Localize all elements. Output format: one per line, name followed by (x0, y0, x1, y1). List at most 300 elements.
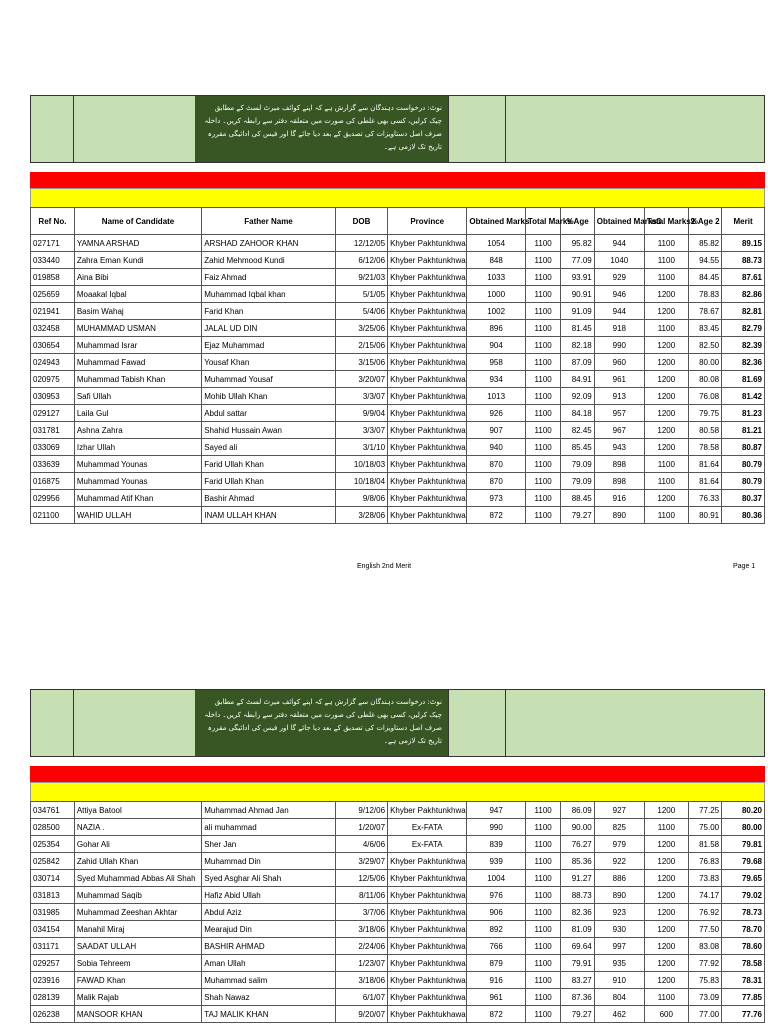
obtained-cell: 976 (467, 887, 525, 904)
table-row (31, 252, 765, 269)
col-merit: Merit (722, 208, 765, 235)
table-row (31, 989, 765, 1006)
ref-cell: 034154 (31, 921, 75, 938)
age-cell: 91.09 (561, 303, 594, 320)
province-cell: Khyber Pakhtunkhwa (388, 989, 467, 1006)
merit-cell: 79.65 (722, 870, 765, 887)
table-row (31, 870, 765, 887)
total-cell: 1100 (525, 955, 560, 972)
notice-header-2 (30, 689, 765, 757)
ref-cell: 024943 (31, 354, 75, 371)
total-cell: 1100 (525, 439, 560, 456)
age2-cell: 81.64 (688, 456, 721, 473)
age2-cell: 75.83 (688, 972, 721, 989)
father-cell: Sayed ali (202, 439, 336, 456)
age2-cell: 81.58 (688, 836, 721, 853)
province-cell: Khyber Pakhtunkhwa (388, 439, 467, 456)
father-cell: Aman Ullah (202, 955, 336, 972)
name-cell: Attiya Batool (74, 802, 201, 819)
dob-cell: 6/1/07 (335, 989, 387, 1006)
merit-cell: 80.37 (722, 490, 765, 507)
father-cell: Shahid Hussain Awan (202, 422, 336, 439)
merit-cell: 77.76 (722, 1006, 765, 1023)
red-band (30, 766, 765, 782)
province-cell: Khyber Pakhtunkhwa (388, 473, 467, 490)
dob-cell: 5/1/05 (335, 286, 387, 303)
total2-cell: 1200 (644, 371, 688, 388)
father-cell: Bashir Ahmad (202, 490, 336, 507)
obtained-cell: 961 (467, 989, 525, 1006)
total-cell: 1100 (525, 303, 560, 320)
obtained-cell: 904 (467, 337, 525, 354)
ref-cell: 032458 (31, 320, 75, 337)
total-cell: 1100 (525, 1006, 560, 1023)
age2-cell: 79.75 (688, 405, 721, 422)
province-cell: Khyber Pakhtunkhwa (388, 972, 467, 989)
obtained3-cell: 946 (594, 286, 644, 303)
merit-cell: 81.69 (722, 371, 765, 388)
father-cell: Abdul sattar (202, 405, 336, 422)
dob-cell: 12/5/06 (335, 870, 387, 887)
total-cell: 1100 (525, 320, 560, 337)
total-cell: 1100 (525, 269, 560, 286)
table-row (31, 904, 765, 921)
dob-cell: 12/12/05 (335, 235, 387, 252)
merit-cell: 79.81 (722, 836, 765, 853)
col-father: Father Name (202, 208, 336, 235)
table-row (31, 836, 765, 853)
obtained3-cell: 979 (594, 836, 644, 853)
obtained3-cell: 990 (594, 337, 644, 354)
father-cell: Farid Ullah Khan (202, 456, 336, 473)
table-row (31, 337, 765, 354)
total-cell: 1100 (525, 938, 560, 955)
name-cell: Syed Muhammad Abbas Ali Shah (74, 870, 201, 887)
header-cell (73, 690, 196, 756)
table-row (31, 456, 765, 473)
merit-cell: 81.42 (722, 388, 765, 405)
age-cell: 90.00 (561, 819, 594, 836)
obtained3-cell: 961 (594, 371, 644, 388)
obtained-cell: 990 (467, 819, 525, 836)
name-cell: Manahil Miraj (74, 921, 201, 938)
dob-cell: 3/18/06 (335, 921, 387, 938)
table-row (31, 887, 765, 904)
obtained-cell: 1033 (467, 269, 525, 286)
dob-cell: 9/20/07 (335, 1006, 387, 1023)
age-cell: 92.09 (561, 388, 594, 405)
dob-cell: 9/21/03 (335, 269, 387, 286)
age-cell: 82.36 (561, 904, 594, 921)
obtained3-cell: 927 (594, 802, 644, 819)
dob-cell: 5/4/06 (335, 303, 387, 320)
father-cell: Sher Jan (202, 836, 336, 853)
name-cell: FAWAD Khan (74, 972, 201, 989)
table-row (31, 1006, 765, 1023)
merit-table-page-1 (30, 207, 765, 524)
table-row (31, 303, 765, 320)
age-cell: 84.91 (561, 371, 594, 388)
age2-cell: 76.92 (688, 904, 721, 921)
urdu-notice: نوٹ: درخواست دہندگان سے گزارش ہے کہ اپنے کوائف میرٹ لسٹ کے مطابق چیک کرلیں، کسی بھی غلطی کی صورت میں متعلقہ دفتر سے رابطہ کریں۔ داخلہ صرف اصل دستاویزات کی تصدیق کے بعد دیا جائے گا اور فیس کی ادائیگی مقررہ تاریخ تک لازمی ہے۔ (195, 690, 449, 756)
age-cell: 76.27 (561, 836, 594, 853)
merit-cell: 78.31 (722, 972, 765, 989)
merit-cell: 80.00 (722, 819, 765, 836)
total-cell: 1100 (525, 836, 560, 853)
table-row (31, 388, 765, 405)
age-cell: 85.36 (561, 853, 594, 870)
dob-cell: 4/6/06 (335, 836, 387, 853)
table-row (31, 286, 765, 303)
age2-cell: 77.92 (688, 955, 721, 972)
total2-cell: 1200 (644, 490, 688, 507)
father-cell: Yousaf Khan (202, 354, 336, 371)
name-cell: Gohar Ali (74, 836, 201, 853)
name-cell: Basim Wahaj (74, 303, 201, 320)
name-cell: Muhammad Tabish Khan (74, 371, 201, 388)
total-cell: 1100 (525, 337, 560, 354)
obtained3-cell: 922 (594, 853, 644, 870)
age2-cell: 73.83 (688, 870, 721, 887)
table-row (31, 921, 765, 938)
obtained-cell: 872 (467, 507, 525, 524)
table-body-page-2 (31, 802, 765, 1023)
total-cell: 1100 (525, 235, 560, 252)
total2-cell: 1200 (644, 388, 688, 405)
dob-cell: 2/15/06 (335, 337, 387, 354)
age2-cell: 77.25 (688, 802, 721, 819)
total2-cell: 1100 (644, 456, 688, 473)
ref-cell: 029127 (31, 405, 75, 422)
age-cell: 79.27 (561, 1006, 594, 1023)
father-cell: Abdul Aziz (202, 904, 336, 921)
ref-cell: 030654 (31, 337, 75, 354)
name-cell: Muhammad Younas (74, 456, 201, 473)
father-cell: Shah Nawaz (202, 989, 336, 1006)
province-cell: Khyber Pakhtunkhwa (388, 405, 467, 422)
table-row (31, 473, 765, 490)
father-cell: ARSHAD ZAHOOR KHAN (202, 235, 336, 252)
total2-cell: 600 (644, 1006, 688, 1023)
dob-cell: 3/1/10 (335, 439, 387, 456)
name-cell: MANSOOR KHAN (74, 1006, 201, 1023)
father-cell: Zahid Mehmood Kundi (202, 252, 336, 269)
province-cell: Khyber Pakhtunkhwa (388, 303, 467, 320)
dob-cell: 2/24/06 (335, 938, 387, 955)
age-cell: 77.09 (561, 252, 594, 269)
table-row (31, 819, 765, 836)
table-row (31, 439, 765, 456)
total2-cell: 1100 (644, 235, 688, 252)
merit-cell: 81.21 (722, 422, 765, 439)
name-cell: Muhammad Israr (74, 337, 201, 354)
name-cell: Muhammad Atif Khan (74, 490, 201, 507)
ref-cell: 031813 (31, 887, 75, 904)
name-cell: NAZIA . (74, 819, 201, 836)
obtained3-cell: 898 (594, 456, 644, 473)
name-cell: SAADAT ULLAH (74, 938, 201, 955)
col-name: Name of Candidate (74, 208, 201, 235)
merit-cell: 88.73 (722, 252, 765, 269)
age2-cell: 85.82 (688, 235, 721, 252)
age2-cell: 82.50 (688, 337, 721, 354)
father-cell: BASHIR AHMAD (202, 938, 336, 955)
age-cell: 86.09 (561, 802, 594, 819)
col-province: Province (388, 208, 467, 235)
merit-table-page-2 (30, 801, 765, 1023)
merit-cell: 80.79 (722, 456, 765, 473)
header-cell (31, 690, 74, 756)
dob-cell: 3/15/06 (335, 354, 387, 371)
province-cell: Ex-FATA (388, 819, 467, 836)
col-age: %Age (561, 208, 594, 235)
dob-cell: 3/29/07 (335, 853, 387, 870)
obtained-cell: 939 (467, 853, 525, 870)
name-cell: Moaakal Iqbal (74, 286, 201, 303)
table-row (31, 422, 765, 439)
ref-cell: 033440 (31, 252, 75, 269)
total-cell: 1100 (525, 252, 560, 269)
age-cell: 69.64 (561, 938, 594, 955)
age-cell: 79.09 (561, 456, 594, 473)
merit-cell: 80.36 (722, 507, 765, 524)
father-cell: Faiz Ahmad (202, 269, 336, 286)
merit-cell: 80.87 (722, 439, 765, 456)
obtained-cell: 907 (467, 422, 525, 439)
obtained-cell: 934 (467, 371, 525, 388)
table-row (31, 405, 765, 422)
dob-cell: 3/3/07 (335, 422, 387, 439)
obtained-cell: 870 (467, 456, 525, 473)
father-cell: Muhammad Ahmad Jan (202, 802, 336, 819)
age2-cell: 77.50 (688, 921, 721, 938)
total-cell: 1100 (525, 989, 560, 1006)
total-cell: 1100 (525, 354, 560, 371)
age-cell: 79.91 (561, 955, 594, 972)
province-cell: Ex-FATA (388, 836, 467, 853)
name-cell: Muhammad Fawad (74, 354, 201, 371)
name-cell: Aina Bibi (74, 269, 201, 286)
age-cell: 84.18 (561, 405, 594, 422)
merit-cell: 82.79 (722, 320, 765, 337)
age2-cell: 78.58 (688, 439, 721, 456)
total2-cell: 1200 (644, 836, 688, 853)
obtained3-cell: 960 (594, 354, 644, 371)
merit-cell: 78.73 (722, 904, 765, 921)
age2-cell: 80.58 (688, 422, 721, 439)
age2-cell: 80.91 (688, 507, 721, 524)
ref-cell: 025659 (31, 286, 75, 303)
name-cell: Izhar Ullah (74, 439, 201, 456)
ref-cell: 031781 (31, 422, 75, 439)
age-cell: 85.45 (561, 439, 594, 456)
age-cell: 88.73 (561, 887, 594, 904)
merit-cell: 78.60 (722, 938, 765, 955)
age-cell: 87.36 (561, 989, 594, 1006)
father-cell: Muhammad Iqbal khan (202, 286, 336, 303)
obtained3-cell: 913 (594, 388, 644, 405)
name-cell: Safi Ullah (74, 388, 201, 405)
age-cell: 81.45 (561, 320, 594, 337)
total-cell: 1100 (525, 507, 560, 524)
obtained-cell: 1054 (467, 235, 525, 252)
total2-cell: 1200 (644, 887, 688, 904)
ref-cell: 025842 (31, 853, 75, 870)
obtained3-cell: 918 (594, 320, 644, 337)
age-cell: 90.91 (561, 286, 594, 303)
total2-cell: 1200 (644, 337, 688, 354)
father-cell: Muhammad salim (202, 972, 336, 989)
total-cell: 1100 (525, 904, 560, 921)
merit-cell: 82.81 (722, 303, 765, 320)
total2-cell: 1200 (644, 286, 688, 303)
total2-cell: 1200 (644, 439, 688, 456)
name-cell: Zahid Ullah Khan (74, 853, 201, 870)
province-cell: Khyber Pakhtunkhwa (388, 887, 467, 904)
total-cell: 1100 (525, 286, 560, 303)
yellow-band (30, 782, 765, 802)
province-cell: Khyber Pakhtunkhwa (388, 286, 467, 303)
total-cell: 1100 (525, 490, 560, 507)
obtained-cell: 973 (467, 490, 525, 507)
name-cell: Sobia Tehreem (74, 955, 201, 972)
age2-cell: 80.08 (688, 371, 721, 388)
total2-cell: 1200 (644, 303, 688, 320)
name-cell: Ashna Zahra (74, 422, 201, 439)
name-cell: YAMNA ARSHAD (74, 235, 201, 252)
obtained-cell: 958 (467, 354, 525, 371)
province-cell: Khyber Pakhtunkhwa (388, 354, 467, 371)
father-cell: Ejaz Muhammad (202, 337, 336, 354)
total2-cell: 1100 (644, 473, 688, 490)
obtained3-cell: 462 (594, 1006, 644, 1023)
ref-cell: 031171 (31, 938, 75, 955)
obtained3-cell: 898 (594, 473, 644, 490)
father-cell: JALAL UD DIN (202, 320, 336, 337)
age2-cell: 78.83 (688, 286, 721, 303)
merit-cell: 89.15 (722, 235, 765, 252)
obtained3-cell: 943 (594, 439, 644, 456)
age-cell: 83.27 (561, 972, 594, 989)
dob-cell: 3/7/06 (335, 904, 387, 921)
merit-cell: 82.86 (722, 286, 765, 303)
province-cell: Khyber Pakhtukhawa (388, 1006, 467, 1023)
province-cell: Khyber Pakhtunkhwa (388, 269, 467, 286)
obtained-cell: 870 (467, 473, 525, 490)
dob-cell: 9/8/06 (335, 490, 387, 507)
ref-cell: 027171 (31, 235, 75, 252)
age2-cell: 75.00 (688, 819, 721, 836)
obtained3-cell: 944 (594, 303, 644, 320)
age2-cell: 73.09 (688, 989, 721, 1006)
province-cell: Khyber Pakhtunkhwa (388, 235, 467, 252)
obtained3-cell: 930 (594, 921, 644, 938)
dob-cell: 10/18/04 (335, 473, 387, 490)
age2-cell: 83.08 (688, 938, 721, 955)
ref-cell: 030714 (31, 870, 75, 887)
table-row (31, 972, 765, 989)
age2-cell: 76.08 (688, 388, 721, 405)
ref-cell: 031985 (31, 904, 75, 921)
obtained3-cell: 890 (594, 507, 644, 524)
age-cell: 79.27 (561, 507, 594, 524)
province-cell: Khyber Pakhtunkhwa (388, 422, 467, 439)
obtained3-cell: 923 (594, 904, 644, 921)
total2-cell: 1100 (644, 252, 688, 269)
obtained-cell: 947 (467, 802, 525, 819)
table-row (31, 938, 765, 955)
dob-cell: 9/9/04 (335, 405, 387, 422)
age2-cell: 94.55 (688, 252, 721, 269)
ref-cell: 025354 (31, 836, 75, 853)
age-cell: 95.82 (561, 235, 594, 252)
obtained-cell: 906 (467, 904, 525, 921)
table-row (31, 853, 765, 870)
obtained3-cell: 825 (594, 819, 644, 836)
obtained-cell: 896 (467, 320, 525, 337)
header-cell (31, 96, 74, 162)
ref-cell: 033069 (31, 439, 75, 456)
total-cell: 1100 (525, 422, 560, 439)
table-row (31, 269, 765, 286)
father-cell: Muhammad Din (202, 853, 336, 870)
ref-cell: 030953 (31, 388, 75, 405)
name-cell: MUHAMMAD USMAN (74, 320, 201, 337)
total2-cell: 1100 (644, 507, 688, 524)
ref-cell: 026238 (31, 1006, 75, 1023)
total2-cell: 1100 (644, 269, 688, 286)
age-cell: 82.18 (561, 337, 594, 354)
header-cell (449, 96, 506, 162)
obtained-cell: 892 (467, 921, 525, 938)
province-cell: Khyber Pakhtunkhwa (388, 921, 467, 938)
father-cell: Farid Khan (202, 303, 336, 320)
name-cell: Malik Rajab (74, 989, 201, 1006)
col-obtained3: Obtained Marks3 (594, 208, 644, 235)
total2-cell: 1200 (644, 422, 688, 439)
col-total2: Total Marks2 (644, 208, 688, 235)
dob-cell: 3/3/07 (335, 388, 387, 405)
merit-cell: 79.68 (722, 853, 765, 870)
total-cell: 1100 (525, 802, 560, 819)
ref-cell: 021100 (31, 507, 75, 524)
total-cell: 1100 (525, 456, 560, 473)
ref-cell: 021941 (31, 303, 75, 320)
obtained3-cell: 916 (594, 490, 644, 507)
total2-cell: 1200 (644, 938, 688, 955)
age2-cell: 83.45 (688, 320, 721, 337)
age-cell: 79.09 (561, 473, 594, 490)
total2-cell: 1200 (644, 853, 688, 870)
dob-cell: 3/20/07 (335, 371, 387, 388)
obtained3-cell: 935 (594, 955, 644, 972)
obtained-cell: 926 (467, 405, 525, 422)
total-cell: 1100 (525, 405, 560, 422)
name-cell: Muhammad Zeeshan Akhtar (74, 904, 201, 921)
total-cell: 1100 (525, 853, 560, 870)
obtained-cell: 1004 (467, 870, 525, 887)
obtained3-cell: 957 (594, 405, 644, 422)
obtained-cell: 848 (467, 252, 525, 269)
dob-cell: 9/12/06 (335, 802, 387, 819)
obtained3-cell: 890 (594, 887, 644, 904)
merit-cell: 78.70 (722, 921, 765, 938)
merit-cell: 78.58 (722, 955, 765, 972)
obtained-cell: 766 (467, 938, 525, 955)
name-cell: WAHID ULLAH (74, 507, 201, 524)
total-cell: 1100 (525, 972, 560, 989)
obtained-cell: 916 (467, 972, 525, 989)
